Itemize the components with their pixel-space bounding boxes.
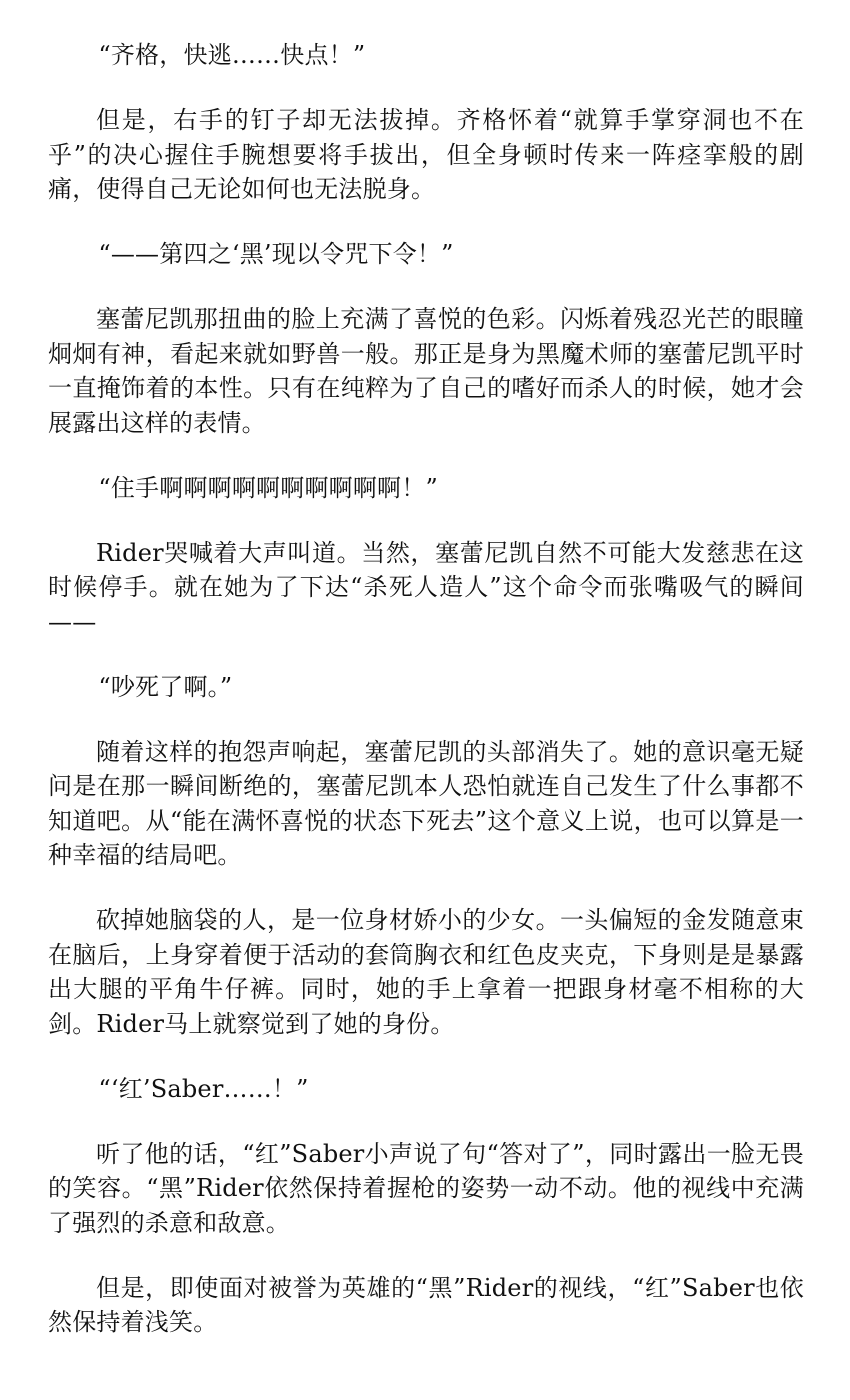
narration-paragraph: 砍掉她脑袋的人，是一位身材娇小的少女。一头偏短的金发随意束在脑后，上身穿着便于活动的套筒胸衣和红色皮夹克，下身则是是暴露出大腿的平角牛仔裤。同时，她的手上拿着一把跟身材毫不相称的大剑。Rider马上就察觉到了她的身份。 bbox=[48, 906, 804, 1038]
dialogue-paragraph: “齐格，快逃……快点！” bbox=[98, 41, 366, 69]
narration-paragraph: 但是，右手的钉子却无法拔掉。齐格怀着“就算手掌穿洞也不在乎”的决心握住手腕想要将手拔出，但全身顿时传来一阵痉挛般的剧痛，使得自己无论如何也无法脱身。 bbox=[48, 106, 804, 203]
dialogue-paragraph: “住手啊啊啊啊啊啊啊啊啊啊！” bbox=[98, 473, 438, 502]
dialogue-paragraph: “——第四之‘黑’现以令咒下令！” bbox=[98, 240, 454, 268]
narration-paragraph: 塞蕾尼凯那扭曲的脸上充满了喜悦的色彩。闪烁着残忍光芒的眼瞳炯炯有神，看起来就如野兽一般。那正是身为黑魔术师的塞蕾尼凯平时一直掩饰着的本性。只有在纯粹为了自己的嗜好而杀人的时候，她才会展露出这样的表情。 bbox=[48, 305, 804, 437]
dialogue-paragraph: “吵死了啊。” bbox=[98, 672, 233, 701]
narration-paragraph: 随着这样的抱怨声响起，塞蕾尼凯的头部消失了。她的意识毫无疑问是在那一瞬间断绝的，塞蕾尼凯本人恐怕就连自己发生了什么事都不知道吧。从“能在满怀喜悦的状态下死去”这个意义上说，也可以算是一种幸福的结局吧。 bbox=[48, 737, 804, 869]
narration-paragraph: 听了他的话，“红”Saber小声说了句“答对了”，同时露出一脸无畏的笑容。“黑”Rider依然保持着握枪的姿势一动不动。他的视线中充满了强烈的杀意和敌意。 bbox=[48, 1139, 804, 1237]
narration-paragraph: 但是，即使面对被誉为英雄的“黑”Rider的视线，“红”Saber也依然保持着浅笑。 bbox=[48, 1273, 804, 1336]
novel-page bbox=[48, 38, 804, 1370]
narration-paragraph: Rider哭喊着大声叫道。当然，塞蕾尼凯自然不可能大发慈悲在这时候停手。就在她为了下达“杀死人造人”这个命令而张嘴吸气的瞬间—— bbox=[48, 538, 804, 636]
dialogue-paragraph: “‘红’Saber……！” bbox=[98, 1074, 309, 1103]
